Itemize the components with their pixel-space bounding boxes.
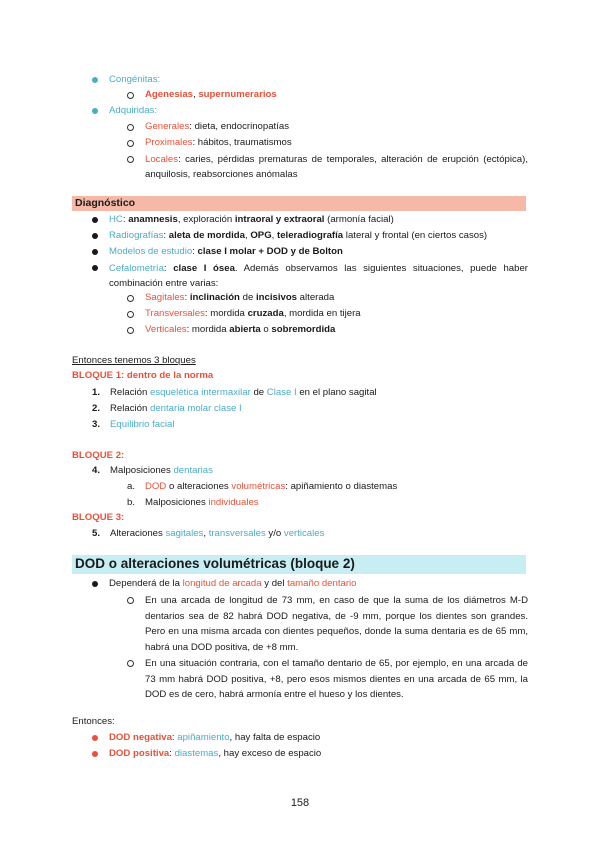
text: : mordida	[204, 308, 248, 319]
text: verticales	[283, 528, 325, 539]
label-verticales: Verticales	[145, 324, 187, 335]
ring-bullet-icon	[127, 124, 134, 131]
label-congenitas: Congénitas	[109, 74, 158, 85]
bullet-icon	[92, 581, 98, 587]
list-item-positiva	[92, 748, 321, 760]
text: DOD	[145, 481, 167, 492]
text: Relación	[110, 387, 150, 398]
list-item-5	[92, 528, 324, 540]
ring-bullet-icon	[127, 156, 134, 163]
text: o	[260, 324, 272, 335]
text: , hay falta de espacio	[229, 732, 321, 743]
list-item-depende	[92, 578, 357, 590]
text: teleradiografía	[277, 230, 344, 241]
list-item-modelos	[92, 246, 343, 258]
text: Equilibrio facial	[110, 419, 175, 430]
bullet-icon	[92, 108, 98, 114]
text: o alteraciones	[166, 481, 232, 492]
list-item-congenitas	[92, 74, 160, 86]
ring-bullet-icon	[127, 92, 134, 99]
text: , exploración	[177, 214, 235, 225]
colon: :	[157, 74, 161, 85]
label-generales: Generales	[145, 121, 190, 132]
ring-bullet-icon	[127, 597, 134, 604]
section-header-dod	[72, 555, 526, 574]
bullet-icon	[92, 735, 98, 741]
bloques-intro: Entonces tenemos 3 bloques	[72, 355, 196, 366]
list-item-3	[92, 419, 175, 431]
item-number: 5.	[92, 528, 101, 539]
list-item-sagitales	[127, 292, 334, 304]
text: clase I ósea	[173, 263, 235, 274]
item-number: 3.	[92, 419, 101, 430]
page-number: 158	[290, 797, 310, 809]
text-locales: : caries, pérdidas prematuras de temporales, alteración de erupción (ectópica), anquilosis, reabsorciones anómalas	[145, 154, 528, 180]
paragraph: En una situación contraria, con el tamaño dentario de 65, por ejemplo, en una arcada de 73 mm habrá DOD positiva, +8, pero esos mismos dientes en una arcada de 65 mm, la DOD es de cero, habrá armonía entre el hueso y los dientes.	[145, 658, 528, 701]
text: ,	[203, 528, 209, 539]
ring-bullet-icon	[127, 327, 134, 334]
text: volumétricas	[231, 481, 286, 492]
label-modelos: Modelos de estudio	[109, 246, 193, 257]
text: . Además observamos las siguientes situaciones, puede haber combinación entre varias:	[109, 263, 528, 289]
text: de	[250, 387, 267, 398]
text: Malposiciones	[110, 465, 174, 476]
ring-bullet-icon	[127, 140, 134, 147]
list-item-2	[92, 403, 242, 415]
text: esquelética intermaxilar	[150, 387, 251, 398]
text: Dependerá de la	[109, 578, 183, 589]
text: :	[192, 246, 198, 257]
list-item-transversales	[127, 308, 361, 320]
text: : apiñamiento o diastemas	[285, 481, 398, 492]
text: aleta de mordida	[168, 230, 245, 241]
text: :	[122, 214, 129, 225]
bullet-icon	[92, 217, 98, 223]
list-item-radiografias	[92, 230, 487, 242]
list-item-4	[92, 465, 213, 477]
bloque2-title: BLOQUE 2:	[72, 450, 125, 461]
text: :	[184, 292, 190, 303]
ring-bullet-icon	[127, 660, 134, 667]
text: :	[169, 748, 175, 759]
text: :	[163, 230, 169, 241]
bullet-icon	[92, 77, 98, 83]
text: abierta	[229, 324, 261, 335]
text: Relación	[110, 403, 150, 414]
bloque3-title: BLOQUE 3:	[72, 512, 125, 523]
text: dentaria molar clase I	[150, 403, 242, 414]
item-number: 1.	[92, 387, 101, 398]
text: en el plano sagital	[296, 387, 377, 398]
list-item-hc	[92, 214, 394, 226]
paragraph: En una arcada de longitud de 73 mm, en caso de que la suma de los diámetros M-D dentarios sea de 82 habrá DOD negativa, de -9 mm, porque los dientes son grandes. Pero en una misma arcada con dientes pequeños, donde la suma dentaria es de 65 mm, habrá una DOD positiva, de +8 mm.	[145, 595, 528, 653]
text: anamnesis	[128, 214, 178, 225]
text: incisivos	[255, 292, 298, 303]
list-item-generales	[127, 121, 289, 133]
text: ,	[245, 230, 251, 241]
text: transversales	[208, 528, 266, 539]
colon: :	[154, 105, 158, 116]
label-proximales: Proximales	[145, 137, 193, 148]
list-item-adquiridas	[92, 105, 157, 117]
text: Clase I	[266, 387, 297, 398]
bullet-icon	[92, 249, 98, 255]
list-item-1	[92, 387, 377, 399]
label-radiografias: Radiografías	[109, 230, 164, 241]
bullet-icon	[92, 265, 98, 271]
text-proximales: : hábitos, traumatismos	[192, 137, 292, 148]
ring-bullet-icon	[127, 311, 134, 318]
text: Alteraciones	[110, 528, 166, 539]
list-item-verticales	[127, 324, 335, 336]
text: cruzada	[247, 308, 284, 319]
text: diastemas	[174, 748, 219, 759]
item-letter: a.	[127, 481, 136, 492]
list-item-locales	[127, 152, 528, 182]
entonces-label: Entonces:	[72, 716, 115, 727]
item-number: 2.	[92, 403, 101, 414]
list-item-cefalometria	[92, 261, 528, 291]
list-item-agenesias	[127, 89, 277, 101]
ring-bullet-icon	[127, 295, 134, 302]
list-item-para1	[127, 593, 528, 655]
text: : mordida	[186, 324, 230, 335]
text: individuales	[208, 497, 259, 508]
section-title: Diagnóstico	[75, 197, 136, 209]
bloque1-title: BLOQUE 1: dentro de la norma	[72, 370, 214, 381]
label-positiva: DOD positiva	[109, 748, 170, 759]
list-item-para2	[127, 656, 528, 703]
text: ,	[271, 230, 278, 241]
text: OPG	[250, 230, 272, 241]
text: , mordida en tijera	[283, 308, 361, 319]
separator: ,	[193, 89, 199, 100]
text: de	[239, 292, 256, 303]
text: apiñamiento	[177, 732, 230, 743]
label-agenesias: Agenesias	[145, 89, 193, 100]
text: y del	[261, 578, 288, 589]
list-item-proximales	[127, 137, 292, 149]
text: inclinación	[189, 292, 240, 303]
text-generales: : dieta, endocrinopatías	[189, 121, 290, 132]
list-item-4a	[127, 481, 397, 493]
text: lateral y frontal (en ciertos casos)	[343, 230, 488, 241]
text: clase I molar + DOD y de Bolton	[197, 246, 343, 257]
text: tamaño dentario	[287, 578, 357, 589]
list-item-negativa	[92, 732, 320, 744]
label-hc: HC	[109, 214, 123, 225]
item-letter: b.	[127, 497, 136, 508]
section-title: DOD o alteraciones volumétricas (bloque 2)	[75, 556, 355, 571]
label-supernumerarios: supernumerarios	[198, 89, 277, 100]
label-transversales: Transversales	[145, 308, 205, 319]
bullet-icon	[92, 751, 98, 757]
bullet-icon	[92, 233, 98, 239]
label-cefalometria: Cefalometría	[109, 263, 164, 274]
text: y/o	[265, 528, 284, 539]
section-header-diagnostico	[72, 196, 526, 211]
text: Malposiciones	[145, 497, 209, 508]
text: sagitales	[165, 528, 204, 539]
text: sobremordida	[271, 324, 336, 335]
text: , hay exceso de espacio	[218, 748, 322, 759]
text: alterada	[297, 292, 335, 303]
list-item-4b	[127, 497, 259, 509]
label-locales: Locales	[145, 154, 179, 165]
text: :	[171, 732, 178, 743]
text: intraoral y extraoral	[234, 214, 325, 225]
label-adquiridas: Adquiridas	[109, 105, 155, 116]
item-number: 4.	[92, 465, 101, 476]
text: dentarias	[173, 465, 213, 476]
label-negativa: DOD negativa	[109, 732, 172, 743]
label-sagitales: Sagitales	[145, 292, 185, 303]
text: :	[163, 263, 174, 274]
text: longitud de arcada	[182, 578, 262, 589]
text: (armonía facial)	[324, 214, 394, 225]
